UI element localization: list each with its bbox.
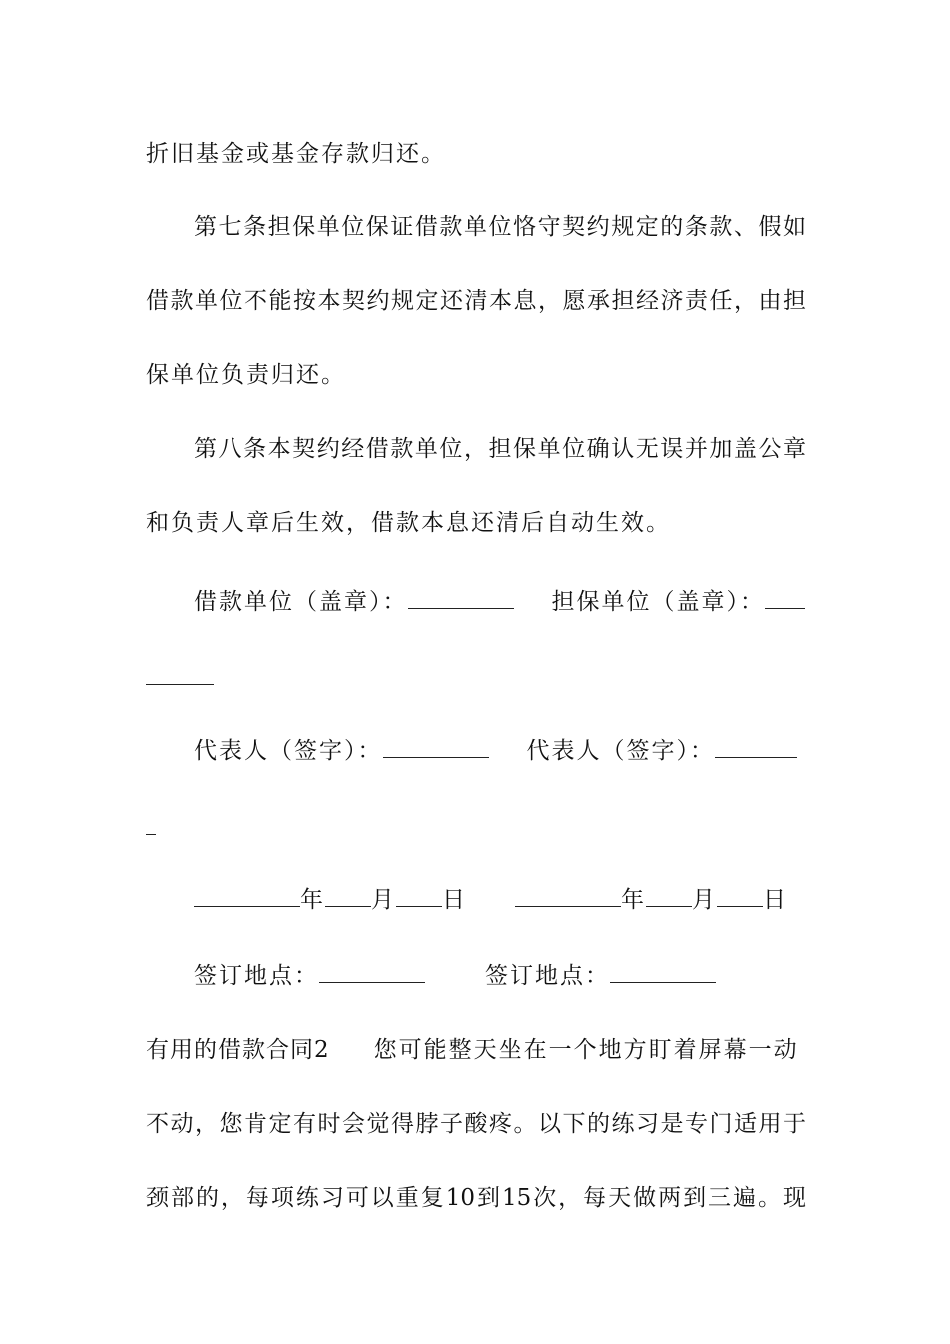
month-label-2: 月 [692, 887, 717, 913]
paragraph-line: 第七条担保单位保证借款单位恪守契约规定的条款、假如 [194, 214, 806, 240]
place-label-2: 签订地点： [485, 963, 610, 989]
guarantor-seal-blank-cont [146, 662, 214, 685]
year-blank-1 [194, 884, 300, 907]
representative-blank-2 [715, 735, 797, 758]
place-blank-1 [319, 960, 425, 983]
guarantor-seal-label: 担保单位（盖章）： [551, 589, 765, 615]
paragraph-line: 颈部的，每项练习可以重复10到15次，每天做两到三遍。现 [146, 1185, 806, 1211]
seal-line-continuation [146, 662, 806, 693]
representative-blank-cont [146, 812, 156, 835]
place-blank-2 [610, 960, 716, 983]
year-label-1: 年 [300, 887, 325, 913]
year-label-2: 年 [621, 887, 646, 913]
year-blank-2 [515, 884, 621, 907]
month-blank-2 [646, 884, 692, 907]
paragraph-line: 和负责人章后生效，借款本息还清后自动生效。 [146, 510, 671, 536]
paragraph-line: 借款单位不能按本契约规定还清本息，愿承担经济责任，由担 [146, 288, 806, 314]
month-blank-1 [325, 884, 371, 907]
paragraph-line: 不动，您肯定有时会觉得脖子酸疼。以下的练习是专门适用于 [146, 1111, 806, 1137]
place-line [194, 960, 814, 991]
representative-line-continuation [146, 812, 806, 843]
representative-line [194, 735, 814, 766]
place-label-1: 签订地点： [194, 963, 319, 989]
day-label-2: 日 [763, 887, 788, 913]
day-blank-1 [396, 884, 442, 907]
next-section-title: 有用的借款合同2 [146, 1037, 330, 1063]
day-blank-2 [717, 884, 763, 907]
next-section-text: 您可能整天坐在一个地方盯着屏幕一动 [373, 1037, 799, 1063]
representative-label-1: 代表人（签字）： [194, 738, 383, 764]
borrower-seal-label: 借款单位（盖章）： [194, 589, 408, 615]
representative-label-2: 代表人（签字）： [526, 738, 715, 764]
paragraph-line: 折旧基金或基金存款归还。 [146, 141, 446, 167]
paragraph-line: 保单位负责归还。 [146, 362, 346, 388]
date-line [194, 884, 814, 915]
borrower-seal-blank [408, 586, 514, 609]
representative-blank-1 [383, 735, 489, 758]
day-label-1: 日 [442, 887, 467, 913]
guarantor-seal-blank [765, 586, 805, 609]
next-section-first-line [146, 1035, 806, 1065]
seal-line [194, 586, 814, 617]
month-label-1: 月 [371, 887, 396, 913]
paragraph-line: 第八条本契约经借款单位，担保单位确认无误并加盖公章 [194, 436, 806, 462]
